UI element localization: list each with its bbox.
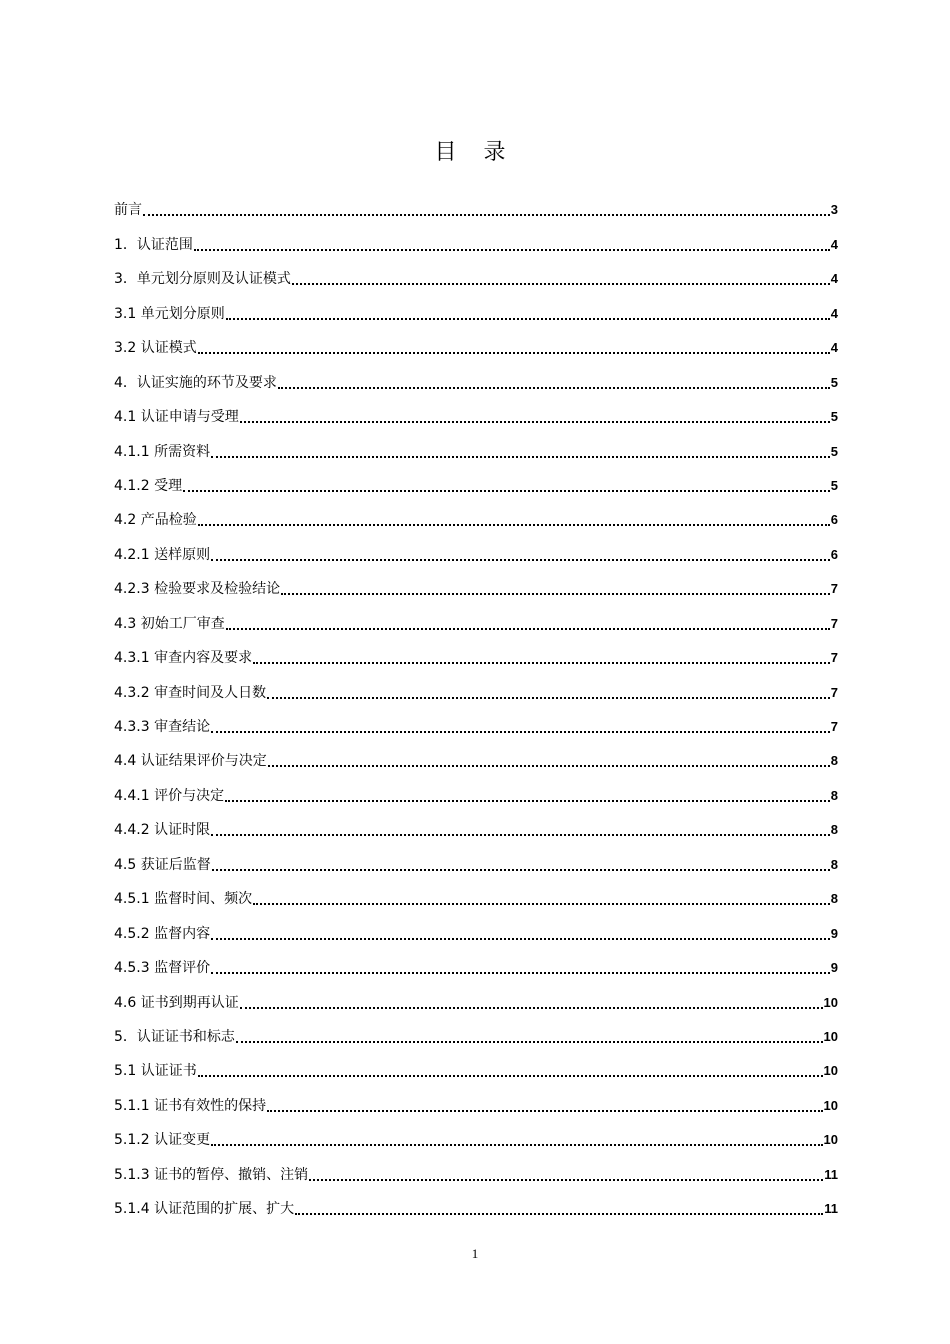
toc-entry-page: 9 [830, 925, 838, 941]
toc-entry[interactable] [114, 462, 838, 496]
toc-entry-page: 10 [823, 1132, 838, 1148]
toc-entry[interactable] [114, 1047, 838, 1081]
toc-entry-label: 4．认证实施的环节及要求 [114, 374, 277, 391]
toc-entry[interactable] [114, 737, 838, 771]
toc-entry-page: 10 [823, 1097, 838, 1113]
toc-dot-leader [143, 214, 830, 216]
toc-entry[interactable] [114, 186, 838, 220]
toc-entry-page: 10 [823, 994, 838, 1010]
toc-entry[interactable] [114, 530, 838, 564]
toc-entry-label: 4.2.3 检验要求及检验结论 [114, 581, 281, 598]
toc-dot-leader [253, 903, 830, 905]
toc-title: 目 录 [434, 140, 516, 165]
toc-entry[interactable] [114, 324, 838, 358]
table-of-contents [114, 186, 838, 1219]
toc-entry-label: 5.1.2 认证变更 [114, 1132, 211, 1149]
toc-dot-leader [226, 628, 830, 630]
toc-dot-leader [211, 834, 830, 836]
toc-dot-leader [240, 421, 830, 423]
toc-dot-leader [292, 283, 830, 285]
toc-entry-label: 4.1.1 所需资料 [114, 443, 211, 460]
toc-entry-label: 前言 [114, 202, 142, 219]
toc-entry-label: 4.3.1 审查内容及要求 [114, 650, 253, 667]
toc-entry-label: 3.1 单元划分原则 [114, 305, 225, 322]
toc-entry-page: 7 [830, 615, 838, 631]
toc-entry[interactable] [114, 496, 838, 530]
toc-entry[interactable] [114, 1150, 838, 1184]
toc-entry-page: 10 [823, 1063, 838, 1079]
toc-entry-page: 4 [830, 236, 838, 252]
toc-entry[interactable] [114, 703, 838, 737]
toc-entry-page: 5 [830, 477, 838, 493]
toc-entry[interactable] [114, 1185, 838, 1219]
toc-entry-label: 4.2.1 送样原则 [114, 546, 211, 563]
toc-entry[interactable] [114, 978, 838, 1012]
toc-dot-leader [211, 938, 830, 940]
toc-entry-page: 11 [824, 1201, 838, 1217]
toc-entry-page: 5 [830, 409, 838, 425]
toc-dot-leader [295, 1213, 823, 1215]
toc-entry[interactable] [114, 771, 838, 805]
toc-dot-leader [278, 387, 830, 389]
toc-dot-leader [212, 869, 830, 871]
toc-entry-page: 6 [830, 512, 838, 528]
toc-dot-leader [211, 559, 830, 561]
toc-entry-label: 1．认证范围 [114, 236, 193, 253]
toc-entry-label: 5．认证证书和标志 [114, 1028, 235, 1045]
toc-entry[interactable] [114, 875, 838, 909]
toc-entry-label: 4.5.2 监督内容 [114, 925, 211, 942]
toc-entry-page: 8 [830, 856, 838, 872]
toc-entry-label: 5.1 认证证书 [114, 1063, 197, 1080]
toc-entry-page: 9 [830, 960, 838, 976]
toc-dot-leader [267, 1110, 822, 1112]
toc-entry[interactable] [114, 427, 838, 461]
toc-dot-leader [211, 731, 830, 733]
toc-entry-page: 7 [830, 719, 838, 734]
toc-entry[interactable] [114, 634, 838, 668]
toc-entry-label: 4.1.2 受理 [114, 477, 183, 494]
toc-entry-page: 6 [830, 546, 838, 562]
toc-entry[interactable] [114, 599, 838, 633]
toc-entry-label: 4.3 初始工厂审查 [114, 615, 225, 632]
toc-entry[interactable] [114, 909, 838, 943]
toc-entry[interactable] [114, 944, 838, 978]
toc-entry-label: 4.4 认证结果评价与决定 [114, 753, 267, 770]
toc-dot-leader [253, 662, 830, 664]
toc-entry[interactable] [114, 255, 838, 289]
toc-entry-page: 7 [830, 684, 838, 700]
toc-entry-label: 4.4.2 认证时限 [114, 822, 211, 839]
toc-entry[interactable] [114, 806, 838, 840]
toc-entry[interactable] [114, 668, 838, 702]
toc-entry-label: 4.5 获证后监督 [114, 856, 211, 873]
toc-entry-label: 4.5.3 监督评价 [114, 960, 211, 977]
toc-entry-page: 5 [830, 443, 838, 459]
toc-entry-page: 7 [830, 650, 838, 666]
toc-entry-label: 4.1 认证申请与受理 [114, 409, 239, 426]
toc-dot-leader [198, 524, 830, 526]
toc-entry[interactable] [114, 1116, 838, 1150]
toc-entry[interactable] [114, 565, 838, 599]
toc-entry[interactable] [114, 358, 838, 392]
toc-entry[interactable] [114, 220, 838, 254]
toc-entry-label: 4.5.1 监督时间、频次 [114, 891, 253, 908]
toc-entry[interactable] [114, 840, 838, 874]
toc-entry-label: 4.3.3 审查结论 [114, 719, 211, 735]
toc-entry[interactable] [114, 393, 838, 427]
toc-entry-page: 8 [830, 787, 838, 803]
toc-dot-leader [198, 352, 830, 354]
toc-entry-page: 10 [823, 1028, 838, 1044]
toc-entry-page: 11 [824, 1166, 838, 1182]
toc-dot-leader [240, 1007, 823, 1009]
toc-dot-leader [211, 1144, 822, 1146]
toc-entry-page: 5 [830, 374, 838, 390]
toc-entry-label: 4.4.1 评价与决定 [114, 787, 225, 804]
toc-entry-page: 4 [830, 305, 838, 321]
toc-entry-page: 8 [830, 891, 838, 907]
toc-entry-page: 7 [830, 581, 838, 597]
toc-entry-label: 3.2 认证模式 [114, 340, 197, 357]
toc-dot-leader [198, 1075, 823, 1077]
toc-entry-page: 8 [830, 822, 838, 838]
toc-dot-leader [183, 490, 830, 492]
toc-entry-page: 4 [830, 340, 838, 356]
toc-entry[interactable] [114, 289, 838, 323]
toc-dot-leader [267, 697, 830, 699]
toc-dot-leader [309, 1179, 823, 1181]
toc-entry-label: 4.3.2 审查时间及人日数 [114, 684, 267, 701]
page-number: 1 [471, 1246, 479, 1261]
toc-entry-page: 3 [830, 202, 838, 218]
toc-entry-label: 5.1.4 认证范围的扩展、扩大 [114, 1201, 295, 1218]
toc-entry[interactable] [114, 1081, 838, 1115]
toc-entry-label: 5.1.1 证书有效性的保持 [114, 1097, 267, 1114]
toc-dot-leader [226, 318, 830, 320]
toc-dot-leader [211, 972, 830, 974]
toc-entry-page: 4 [830, 271, 838, 287]
toc-entry[interactable] [114, 1013, 838, 1047]
toc-entry-page: 8 [830, 753, 838, 769]
toc-dot-leader [225, 800, 830, 802]
toc-dot-leader [211, 456, 830, 458]
toc-entry-label: 5.1.3 证书的暂停、撤销、注销 [114, 1166, 309, 1183]
toc-dot-leader [236, 1041, 823, 1043]
toc-entry-label: 4.2 产品检验 [114, 512, 197, 529]
toc-entry-label: 4.6 证书到期再认证 [114, 994, 239, 1011]
toc-dot-leader [194, 249, 830, 251]
toc-entry-label: 3．单元划分原则及认证模式 [114, 271, 291, 288]
toc-dot-leader [268, 765, 830, 767]
toc-dot-leader [281, 593, 830, 595]
